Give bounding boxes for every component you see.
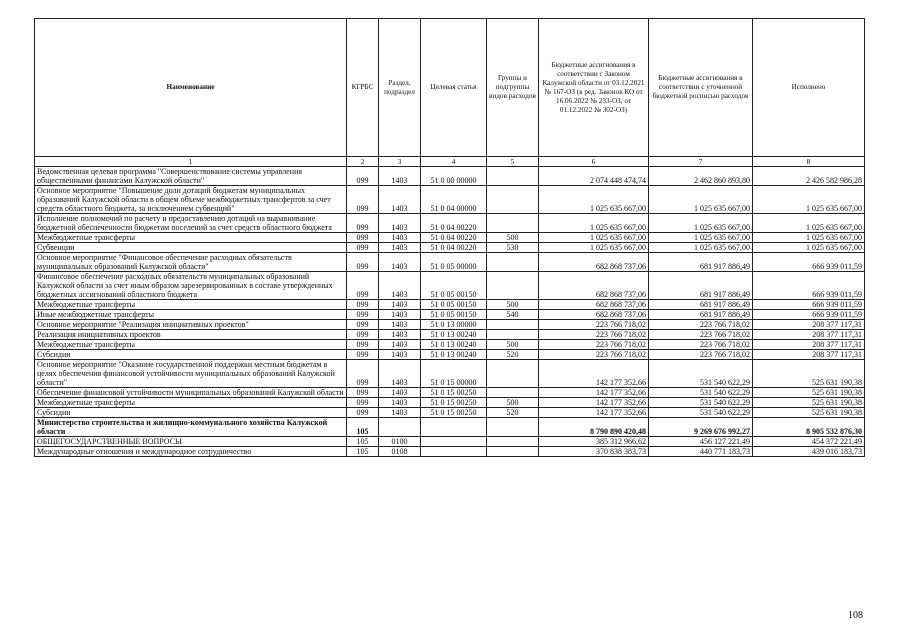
row-executed-amount: 525 631 190,38 [753,360,865,388]
row-target-article: 51 0 04 00220 [421,243,487,253]
row-law-amount: 142 177 352,66 [539,388,649,398]
row-law-amount: 1 025 635 667,00 [539,214,649,233]
row-refined-amount: 681 917 886,49 [649,310,753,320]
row-refined-amount: 223 766 718,02 [649,340,753,350]
header-gruppy: Группы и подгруппы видов расходов [487,19,539,157]
row-target-article: 51 0 15 00250 [421,388,487,398]
row-name: Межбюджетные трансферты [35,233,347,243]
row-kgrbs: 099 [347,330,379,340]
row-expense-group [487,167,539,186]
row-executed-amount: 8 905 532 876,30 [753,418,865,437]
col-number: 7 [649,157,753,167]
table-row [35,340,865,350]
row-target-article: 51 0 13 00240 [421,340,487,350]
table-row [35,388,865,398]
row-expense-group [487,447,539,457]
row-name: Ведомственная целевая программа "Совершенствование системы управления общественными финансами Калужской области" [35,167,347,186]
table-row [35,300,865,310]
row-razdel: 1403 [379,214,421,233]
row-executed-amount: 666 939 011,59 [753,272,865,300]
row-refined-amount: 531 540 622,29 [649,398,753,408]
table-row [35,330,865,340]
row-expense-group: 500 [487,398,539,408]
row-name: Международные отношения и международное сотрудничество [35,447,347,457]
header-law: Бюджетные ассигнования в соответствии с Законом Калужской области от 03.12.2021 № 167-ОЗ (в ред. Законов КО от 16.06.2022 № 233-ОЗ, от 01.12.2022 № 302-ОЗ) [539,19,649,157]
row-target-article: 51 0 05 00150 [421,300,487,310]
row-expense-group [487,214,539,233]
row-target-article: 51 0 05 00150 [421,310,487,320]
row-expense-group [487,437,539,447]
row-refined-amount: 1 025 635 667,00 [649,243,753,253]
row-target-article: 51 0 13 00240 [421,350,487,360]
row-razdel: 1403 [379,340,421,350]
row-kgrbs: 099 [347,272,379,300]
row-law-amount: 223 766 718,02 [539,350,649,360]
row-expense-group: 500 [487,233,539,243]
table-row [35,310,865,320]
table-row [35,320,865,330]
row-law-amount: 1 025 635 667,00 [539,233,649,243]
col-number: 5 [487,157,539,167]
row-refined-amount: 456 127 221,49 [649,437,753,447]
row-kgrbs: 099 [347,233,379,243]
table-row [35,186,865,214]
row-refined-amount: 531 540 622,29 [649,388,753,398]
row-expense-group [487,272,539,300]
row-refined-amount: 681 917 886,49 [649,300,753,310]
budget-table [34,18,865,457]
row-expense-group: 530 [487,243,539,253]
row-law-amount: 682 868 737,06 [539,310,649,320]
header-utochn: Бюджетные ассигнования в соответствии с уточненной бюджетной росписью расходов [649,19,753,157]
row-kgrbs: 105 [347,437,379,447]
row-kgrbs: 099 [347,300,379,310]
row-law-amount: 8 790 890 420,48 [539,418,649,437]
row-kgrbs: 099 [347,214,379,233]
row-name: Основное мероприятие "Оказание государственной поддержки местным бюджетам в целях обеспечения финансовой устойчивости муниципальных образований Калужской области" [35,360,347,388]
table-body [35,167,865,457]
row-refined-amount: 9 269 676 992,27 [649,418,753,437]
row-executed-amount: 208 377 117,31 [753,320,865,330]
row-refined-amount: 681 917 886,49 [649,272,753,300]
row-refined-amount: 223 766 718,02 [649,330,753,340]
row-executed-amount: 439 016 183,73 [753,447,865,457]
row-law-amount: 1 025 635 667,00 [539,243,649,253]
row-target-article: 51 0 04 00000 [421,186,487,214]
row-razdel: 1403 [379,300,421,310]
row-name: Финансовое обеспечение расходных обязательств муниципальных образований Калужской области за счет иным образом зарезервированных в составе утвержденных бюджетных ассигнований областного бюджета [35,272,347,300]
row-expense-group [487,360,539,388]
row-razdel: 1403 [379,360,421,388]
table-row [35,408,865,418]
row-razdel: 1403 [379,253,421,272]
row-refined-amount: 531 540 622,29 [649,360,753,388]
row-razdel: 1403 [379,320,421,330]
table-row [35,233,865,243]
row-expense-group: 540 [487,310,539,320]
row-refined-amount: 2 462 860 893,80 [649,167,753,186]
table-row [35,447,865,457]
row-target-article [421,437,487,447]
row-name: Межбюджетные трансферты [35,300,347,310]
row-name: Межбюджетные трансферты [35,398,347,408]
row-expense-group [487,253,539,272]
row-law-amount: 142 177 352,66 [539,398,649,408]
row-kgrbs: 105 [347,418,379,437]
row-law-amount: 682 868 737,06 [539,300,649,310]
table-row [35,360,865,388]
row-razdel: 1403 [379,272,421,300]
row-target-article [421,447,487,457]
row-target-article [421,418,487,437]
row-razdel: 0100 [379,437,421,447]
row-refined-amount: 1 025 635 667,00 [649,214,753,233]
row-executed-amount: 666 939 011,59 [753,253,865,272]
row-law-amount: 223 766 718,02 [539,320,649,330]
row-target-article: 51 0 15 00250 [421,398,487,408]
row-razdel: 1403 [379,310,421,320]
row-law-amount: 142 177 352,66 [539,360,649,388]
row-kgrbs: 099 [347,186,379,214]
row-name: Субвенции [35,243,347,253]
row-refined-amount: 223 766 718,02 [649,350,753,360]
row-kgrbs: 099 [347,310,379,320]
row-razdel: 1403 [379,408,421,418]
table-row [35,350,865,360]
row-expense-group [487,418,539,437]
table-row [35,398,865,408]
table-row [35,167,865,186]
row-kgrbs: 099 [347,360,379,388]
row-refined-amount: 223 766 718,02 [649,320,753,330]
row-law-amount: 385 312 966,62 [539,437,649,447]
table-row [35,214,865,233]
row-name: Обеспечение финансовой устойчивости муниципальных образований Калужской области [35,388,347,398]
col-number: 8 [753,157,865,167]
row-razdel: 1403 [379,398,421,408]
row-target-article: 51 0 13 00000 [421,320,487,330]
row-expense-group: 500 [487,340,539,350]
row-target-article: 51 0 15 00000 [421,360,487,388]
table-row [35,253,865,272]
row-name: Основное мероприятие "Реализация инициативных проектов" [35,320,347,330]
row-refined-amount: 531 540 622,29 [649,408,753,418]
row-executed-amount: 208 377 117,31 [753,330,865,340]
row-razdel: 1403 [379,388,421,398]
row-name: ОБЩЕГОСУДАРСТВЕННЫЕ ВОПРОСЫ [35,437,347,447]
row-name: Межбюджетные трансферты [35,340,347,350]
row-target-article: 51 0 05 00000 [421,253,487,272]
row-razdel [379,418,421,437]
row-target-article: 51 0 04 00220 [421,214,487,233]
row-expense-group [487,330,539,340]
row-refined-amount: 1 025 635 667,00 [649,186,753,214]
row-target-article: 51 0 00 00000 [421,167,487,186]
table-header-row [35,19,865,157]
row-refined-amount: 440 771 183,73 [649,447,753,457]
row-executed-amount: 666 939 011,59 [753,310,865,320]
col-number: 3 [379,157,421,167]
row-executed-amount: 525 631 190,38 [753,408,865,418]
row-executed-amount: 208 377 117,31 [753,340,865,350]
row-law-amount: 223 766 718,02 [539,330,649,340]
row-executed-amount: 2 426 582 986,28 [753,167,865,186]
row-expense-group [487,320,539,330]
row-kgrbs: 099 [347,167,379,186]
row-target-article: 51 0 13 00240 [421,330,487,340]
row-expense-group [487,186,539,214]
row-razdel: 1403 [379,167,421,186]
row-expense-group: 520 [487,408,539,418]
row-law-amount: 223 766 718,02 [539,340,649,350]
row-name: Исполнение полномочий по расчету и предоставлению дотаций на выравнивание бюджетной обеспеченности бюджетам поселений за счет средств областного бюджета [35,214,347,233]
row-name: Субсидии [35,350,347,360]
row-refined-amount: 681 917 886,49 [649,253,753,272]
header-ispolneno: Исполнено [753,19,865,157]
row-kgrbs: 099 [347,350,379,360]
row-executed-amount: 208 377 117,31 [753,350,865,360]
row-law-amount: 370 838 383,73 [539,447,649,457]
table-row [35,418,865,437]
table-row [35,243,865,253]
row-kgrbs: 099 [347,408,379,418]
row-kgrbs: 099 [347,340,379,350]
row-razdel: 0108 [379,447,421,457]
col-number: 2 [347,157,379,167]
row-name: Основное мероприятие "Финансовое обеспечение расходных обязательств муниципальных образований Калужской области" [35,253,347,272]
row-law-amount: 682 868 737,06 [539,272,649,300]
row-kgrbs: 099 [347,243,379,253]
page-number: 108 [848,610,863,621]
row-executed-amount: 525 631 190,38 [753,398,865,408]
row-kgrbs: 099 [347,398,379,408]
row-razdel: 1403 [379,243,421,253]
row-law-amount: 682 868 737,06 [539,253,649,272]
row-kgrbs: 099 [347,388,379,398]
row-executed-amount: 666 939 011,59 [753,300,865,310]
row-executed-amount: 454 372 221,49 [753,437,865,447]
row-expense-group [487,388,539,398]
row-law-amount: 1 025 635 667,00 [539,186,649,214]
row-razdel: 1403 [379,233,421,243]
row-name: Реализация инициативных проектов [35,330,347,340]
table-row [35,272,865,300]
row-executed-amount: 1 025 635 667,00 [753,233,865,243]
row-target-article: 51 0 15 00250 [421,408,487,418]
row-executed-amount: 1 025 635 667,00 [753,243,865,253]
row-name: Субсидии [35,408,347,418]
row-executed-amount: 1 025 635 667,00 [753,186,865,214]
row-razdel: 1403 [379,350,421,360]
header-razdel: Раздел, подраздел [379,19,421,157]
table-row [35,437,865,447]
row-name: Основное мероприятие "Повышение доли дотаций бюджетам муниципальных образований Калужской области в общем объеме межбюджетных трансфертов за счет средств областного бюджета, за исключением субвенций" [35,186,347,214]
row-expense-group: 500 [487,300,539,310]
row-target-article: 51 0 05 00150 [421,272,487,300]
header-name: Наименование [35,19,347,157]
row-target-article: 51 0 04 00220 [421,233,487,243]
row-name: Иные межбюджетные трансферты [35,310,347,320]
row-executed-amount: 525 631 190,38 [753,388,865,398]
col-number: 4 [421,157,487,167]
row-kgrbs: 099 [347,253,379,272]
row-expense-group: 520 [487,350,539,360]
row-kgrbs: 105 [347,447,379,457]
row-refined-amount: 1 025 635 667,00 [649,233,753,243]
row-razdel: 1403 [379,186,421,214]
header-kgrbs: КГРБС [347,19,379,157]
row-executed-amount: 1 025 635 667,00 [753,214,865,233]
header-tselevaya: Целевая статья [421,19,487,157]
row-razdel: 1403 [379,330,421,340]
row-kgrbs: 099 [347,320,379,330]
col-number: 6 [539,157,649,167]
row-law-amount: 142 177 352,66 [539,408,649,418]
row-law-amount: 2 074 448 474,74 [539,167,649,186]
row-name: Министерство строительства и жилищно-коммунального хозяйства Калужской области [35,418,347,437]
column-number-row [35,157,865,167]
col-number: 1 [35,157,347,167]
